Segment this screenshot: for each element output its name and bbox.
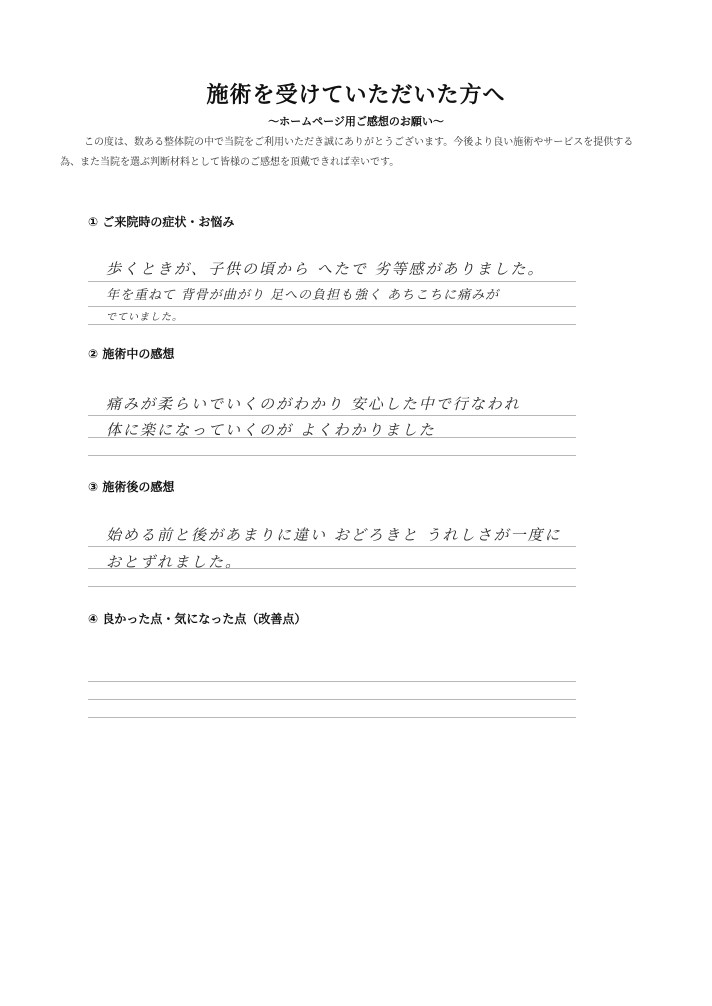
ruled-line bbox=[88, 437, 576, 438]
section-4-heading: ④ 良かった点・気になった点（改善点） bbox=[88, 612, 307, 626]
ruled-line bbox=[88, 568, 576, 569]
section-1-answer-line-2: 年を重ねて 背骨が曲がり 足への負担も強く あちこちに痛みが bbox=[106, 288, 500, 303]
page-title: 施術を受けていただいた方へ bbox=[206, 83, 506, 108]
section-1-answer-line-3: でていました。 bbox=[106, 312, 183, 323]
ruled-line bbox=[88, 455, 576, 456]
section-1-answer-line-1: 歩くときが、子供の頃から へたで 劣等感がありました。 bbox=[106, 260, 545, 278]
ruled-line bbox=[88, 681, 576, 682]
section-2-answer-line-2: 体に楽になっていくのが よくわかりました bbox=[106, 421, 436, 439]
ruled-line bbox=[88, 281, 576, 282]
ruled-line bbox=[88, 699, 576, 700]
intro-text: この度は、数ある整体院の中で当院をご利用いただき誠にありがとうございます。今後より良い施術やサービスを提供する為、また当院を選ぶ判断材料として皆様のご感想を頂戴できれば幸いです。 bbox=[60, 137, 634, 168]
section-1-heading: ① ご来院時の症状・お悩み bbox=[88, 215, 235, 229]
section-3-answer-line-1: 始める前と後があまりに違い おどろきと うれしさが一度に bbox=[106, 526, 562, 544]
ruled-line bbox=[88, 546, 576, 547]
section-3-heading: ③ 施術後の感想 bbox=[88, 480, 175, 494]
section-2-answer-line-1: 痛みが柔らいでいくのがわかり 安心した中で行なわれ bbox=[106, 395, 521, 413]
page-subtitle: ～ホームページ用ご感想のお願い～ bbox=[268, 115, 444, 128]
section-3-answer-line-2: おとずれました。 bbox=[106, 553, 243, 571]
ruled-line bbox=[88, 586, 576, 587]
ruled-line bbox=[88, 717, 576, 718]
ruled-line bbox=[88, 324, 576, 325]
ruled-line bbox=[88, 306, 576, 307]
section-2-heading: ② 施術中の感想 bbox=[88, 347, 175, 361]
ruled-line bbox=[88, 415, 576, 416]
